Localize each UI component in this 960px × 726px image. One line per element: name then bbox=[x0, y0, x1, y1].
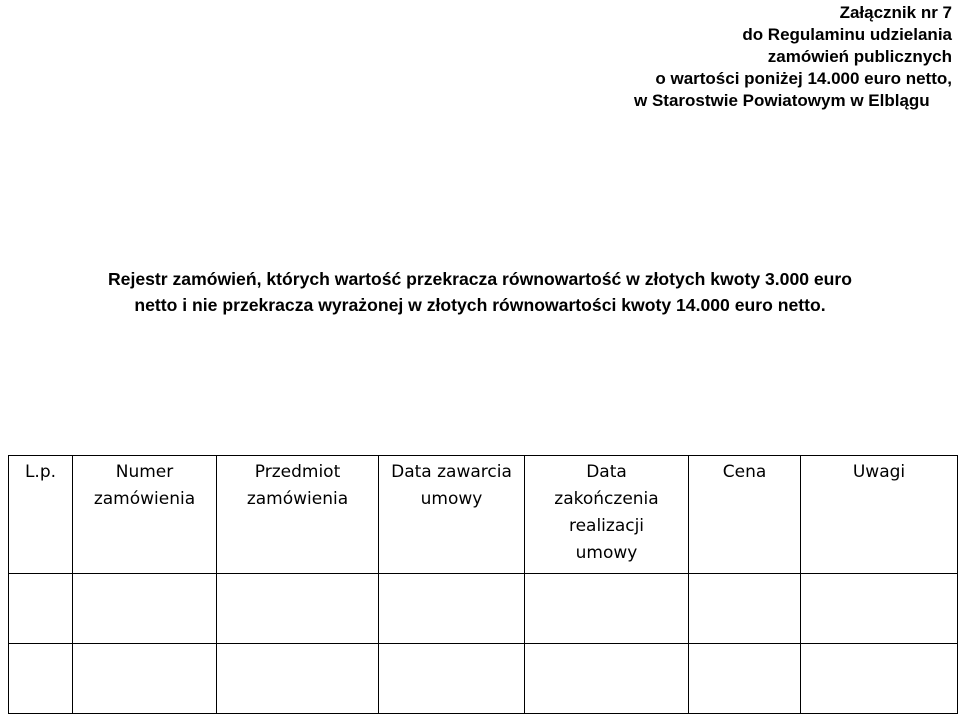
table-cell bbox=[525, 574, 689, 644]
header-price: Cena bbox=[689, 456, 801, 574]
header-notes: Uwagi bbox=[801, 456, 958, 574]
table-row bbox=[9, 644, 958, 714]
table-cell bbox=[689, 644, 801, 714]
table-cell bbox=[217, 644, 379, 714]
table-row bbox=[9, 574, 958, 644]
table-header-row bbox=[9, 456, 958, 574]
header-order-subject: Przedmiot zamówienia bbox=[217, 456, 379, 574]
register-title-line-1: Rejestr zamówień, których wartość przekracza równowartość w złotych kwoty 3.000 euro bbox=[107, 269, 853, 289]
register-title-line-2: netto i nie przekracza wyrażonej w złotych równowartości kwoty 14.000 euro netto. bbox=[134, 295, 826, 315]
table-cell bbox=[525, 644, 689, 714]
annex-line-3: zamówień publicznych bbox=[767, 47, 952, 66]
annex-line-1: Załącznik nr 7 bbox=[839, 3, 952, 22]
annex-line-2: do Regulaminu udzielania bbox=[742, 25, 952, 44]
annex-line-4: o wartości poniżej 14.000 euro netto, bbox=[655, 69, 952, 88]
header-contract-date: Data zawarcia umowy bbox=[379, 456, 525, 574]
table-cell bbox=[379, 574, 525, 644]
header-order-number: Numer zamówienia bbox=[73, 456, 217, 574]
table-cell bbox=[217, 574, 379, 644]
table-cell bbox=[379, 644, 525, 714]
annex-note bbox=[622, 2, 952, 112]
table-cell bbox=[801, 644, 958, 714]
register-table bbox=[8, 455, 958, 714]
header-completion-date: Data zakończenia realizacji umowy bbox=[525, 456, 689, 574]
table-cell bbox=[9, 574, 73, 644]
table-cell bbox=[9, 644, 73, 714]
table-cell bbox=[689, 574, 801, 644]
register-title bbox=[20, 266, 940, 318]
table-cell bbox=[73, 574, 217, 644]
table-cell bbox=[73, 644, 217, 714]
annex-line-5: w Starostwie Powiatowym w Elblągu bbox=[634, 91, 930, 110]
table-cell bbox=[801, 574, 958, 644]
header-lp: L.p. bbox=[9, 456, 73, 574]
